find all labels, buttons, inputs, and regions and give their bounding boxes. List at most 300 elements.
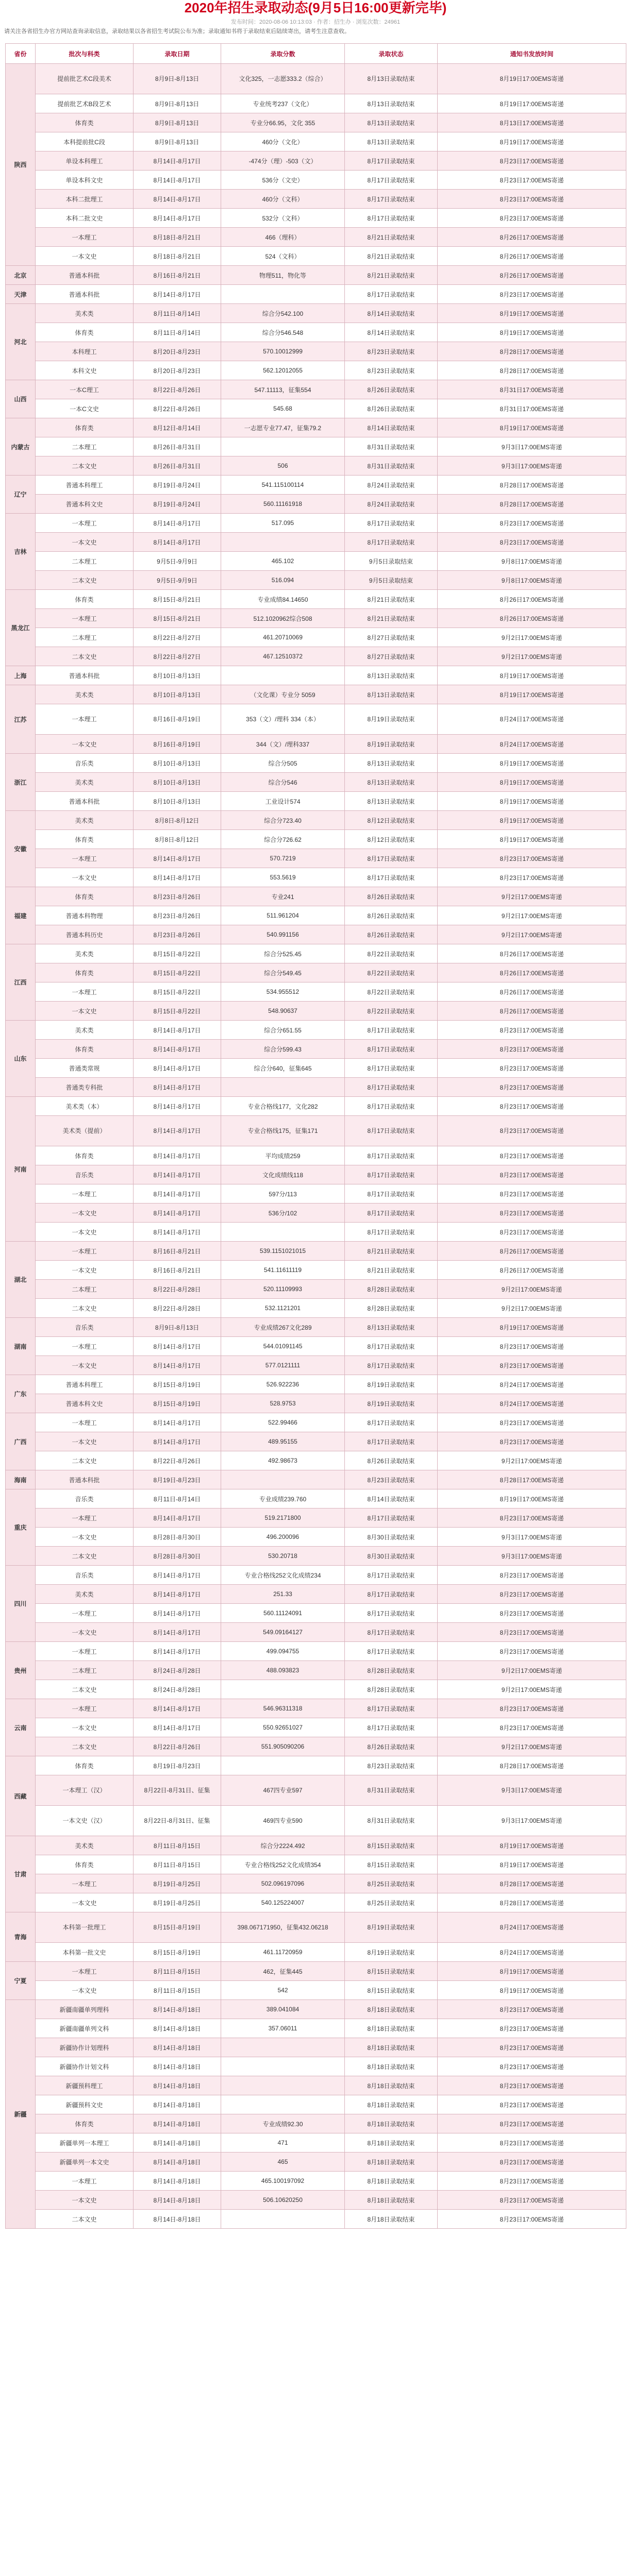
cell-score: 综合分726.62 <box>221 830 345 849</box>
table-row <box>6 1806 626 1836</box>
cell-status: 8月17日录取结束 <box>345 190 438 209</box>
cell-mail: 8月19日17:00EMS寄递 <box>438 418 626 437</box>
cell-status: 8月14日录取结束 <box>345 323 438 342</box>
cell-date: 8月22日-8月27日 <box>134 647 221 666</box>
cell-batch: 普通本科理工 <box>36 1375 134 1394</box>
table-row <box>6 1566 626 1585</box>
cell-mail: 8月19日17:00EMS寄递 <box>438 1489 626 1509</box>
table-row <box>6 1337 626 1356</box>
table-row <box>6 925 626 944</box>
cell-mail: 8月23日17:00EMS寄递 <box>438 1116 626 1146</box>
cell-batch: 二本理工 <box>36 437 134 456</box>
cell-province: 吉林 <box>6 514 36 590</box>
cell-batch: 美术类 <box>36 685 134 704</box>
cell-mail: 8月28日17:00EMS寄递 <box>438 361 626 380</box>
cell-province: 天津 <box>6 285 36 304</box>
cell-date: 8月11日-8月15日 <box>134 1962 221 1981</box>
cell-date: 8月14日-8月17日 <box>134 1059 221 1078</box>
cell-batch: 体育类 <box>36 1756 134 1775</box>
table-row <box>6 514 626 533</box>
cell-province: 湖南 <box>6 1318 36 1375</box>
cell-score: 344（文）/理科337 <box>221 735 345 754</box>
cell-status: 8月17日录取结束 <box>345 1699 438 1718</box>
cell-batch: 一本理工 <box>36 1874 134 1893</box>
cell-status: 8月17日录取结束 <box>345 1097 438 1116</box>
cell-score: -474分（理）-503（文） <box>221 151 345 171</box>
cell-score: 综合分599.43 <box>221 1040 345 1059</box>
cell-mail: 8月26日17:00EMS寄递 <box>438 247 626 266</box>
cell-status: 8月21日录取结束 <box>345 1242 438 1261</box>
cell-date: 8月14日-8月18日 <box>134 2000 221 2019</box>
cell-mail: 8月23日17:00EMS寄递 <box>438 1356 626 1375</box>
table-row <box>6 868 626 887</box>
cell-batch: 一本文史 <box>36 247 134 266</box>
cell-score: 专业统考237（文化） <box>221 94 345 113</box>
table-row <box>6 830 626 849</box>
cell-batch: 一本理工 <box>36 1642 134 1661</box>
cell-mail: 8月23日17:00EMS寄递 <box>438 1204 626 1223</box>
cell-date: 8月22日-8月31日、征集 <box>134 1775 221 1806</box>
table-row <box>6 1680 626 1699</box>
cell-mail: 8月23日17:00EMS寄递 <box>438 1604 626 1623</box>
cell-date: 8月11日-8月15日 <box>134 1981 221 2000</box>
cell-province: 江西 <box>6 944 36 1021</box>
table-row <box>6 609 626 628</box>
cell-date: 8月20日-8月23日 <box>134 361 221 380</box>
cell-province: 上海 <box>6 666 36 685</box>
cell-score: 597分/113 <box>221 1184 345 1204</box>
cell-status: 8月13日录取结束 <box>345 754 438 773</box>
cell-status: 8月18日录取结束 <box>345 2057 438 2076</box>
cell-date: 8月14日-8月17日 <box>134 868 221 887</box>
cell-date: 8月11日-8月14日 <box>134 1489 221 1509</box>
cell-mail: 8月23日17:00EMS寄递 <box>438 1184 626 1204</box>
cell-score: 511.961204 <box>221 906 345 925</box>
table-row <box>6 151 626 171</box>
cell-mail: 9月2日17:00EMS寄递 <box>438 906 626 925</box>
table-row <box>6 1204 626 1223</box>
cell-date: 8月16日-8月21日 <box>134 266 221 285</box>
table-row <box>6 1943 626 1962</box>
cell-batch: 二本文史 <box>36 571 134 590</box>
cell-province: 甘肃 <box>6 1836 36 1912</box>
cell-mail: 9月3日17:00EMS寄递 <box>438 1806 626 1836</box>
cell-score: 专业成绩267文化289 <box>221 1318 345 1337</box>
cell-status: 8月15日录取结束 <box>345 1981 438 2000</box>
cell-date: 8月14日-8月17日 <box>134 190 221 209</box>
cell-score: 536分（文史） <box>221 171 345 190</box>
cell-mail: 9月2日17:00EMS寄递 <box>438 925 626 944</box>
cell-date: 8月8日-8月12日 <box>134 811 221 830</box>
table-row <box>6 1836 626 1855</box>
cell-mail: 8月26日17:00EMS寄递 <box>438 982 626 1002</box>
cell-mail: 8月23日17:00EMS寄递 <box>438 868 626 887</box>
cell-status: 8月19日录取结束 <box>345 1375 438 1394</box>
cell-date: 8月14日-8月17日 <box>134 1585 221 1604</box>
table-row <box>6 1451 626 1470</box>
cell-date: 8月14日-8月17日 <box>134 1337 221 1356</box>
cell-status: 8月26日录取结束 <box>345 906 438 925</box>
cell-mail: 8月23日17:00EMS寄递 <box>438 2153 626 2172</box>
table-row <box>6 304 626 323</box>
cell-score: 545.68 <box>221 399 345 418</box>
cell-mail: 8月19日17:00EMS寄递 <box>438 132 626 151</box>
cell-status: 8月17日录取结束 <box>345 1413 438 1432</box>
cell-batch: 一本理工 <box>36 1699 134 1718</box>
cell-status: 8月17日录取结束 <box>345 1642 438 1661</box>
cell-status: 8月21日录取结束 <box>345 609 438 628</box>
cell-status: 8月23日录取结束 <box>345 361 438 380</box>
cell-score: 460分（文化） <box>221 132 345 151</box>
cell-province: 河北 <box>6 304 36 380</box>
cell-status: 8月21日录取结束 <box>345 228 438 247</box>
cell-mail: 8月19日17:00EMS寄递 <box>438 1855 626 1874</box>
table-row <box>6 685 626 704</box>
cell-batch: 本科文史 <box>36 361 134 380</box>
table-row <box>6 1509 626 1528</box>
cell-score: 466（理科） <box>221 228 345 247</box>
cell-mail: 9月2日17:00EMS寄递 <box>438 1280 626 1299</box>
cell-mail: 8月31日17:00EMS寄递 <box>438 380 626 399</box>
cell-score: 综合分546 <box>221 773 345 792</box>
cell-score <box>221 1680 345 1699</box>
cell-batch: 美术类 <box>36 773 134 792</box>
cell-mail: 8月28日17:00EMS寄递 <box>438 342 626 361</box>
cell-province: 河南 <box>6 1097 36 1242</box>
cell-batch: 一本文史 <box>36 1002 134 1021</box>
cell-status: 8月18日录取结束 <box>345 2210 438 2229</box>
table-row <box>6 2057 626 2076</box>
cell-mail: 8月23日17:00EMS寄递 <box>438 2114 626 2133</box>
cell-date: 8月22日-8月26日 <box>134 399 221 418</box>
cell-batch: 一本文史 <box>36 1528 134 1547</box>
table-row <box>6 1604 626 1623</box>
cell-status: 8月28日录取结束 <box>345 1299 438 1318</box>
cell-status: 8月28日录取结束 <box>345 1680 438 1699</box>
cell-status: 8月26日录取结束 <box>345 399 438 418</box>
cell-score: 工业设计574 <box>221 792 345 811</box>
cell-date: 8月19日-8月25日 <box>134 1874 221 1893</box>
cell-score <box>221 2076 345 2095</box>
cell-batch: 普通本科理工 <box>36 476 134 495</box>
cell-date: 9月5日-9月9日 <box>134 571 221 590</box>
cell-mail: 8月23日17:00EMS寄递 <box>438 1223 626 1242</box>
table-row <box>6 533 626 552</box>
cell-mail: 8月23日17:00EMS寄递 <box>438 2095 626 2114</box>
table-row <box>6 1855 626 1874</box>
cell-mail: 8月19日17:00EMS寄递 <box>438 685 626 704</box>
cell-mail: 9月2日17:00EMS寄递 <box>438 887 626 906</box>
cell-batch: 体育类 <box>36 323 134 342</box>
cell-mail: 9月2日17:00EMS寄递 <box>438 628 626 647</box>
cell-batch: 体育类 <box>36 887 134 906</box>
cell-date: 8月14日-8月17日 <box>134 533 221 552</box>
cell-status: 8月17日录取结束 <box>345 209 438 228</box>
cell-date: 8月14日-8月18日 <box>134 2114 221 2133</box>
cell-score: 465.102 <box>221 552 345 571</box>
cell-score: 专业合格线252文化成绩234 <box>221 1566 345 1585</box>
cell-status: 8月12日录取结束 <box>345 830 438 849</box>
table-row <box>6 735 626 754</box>
cell-date: 8月19日-8月25日 <box>134 1893 221 1912</box>
cell-date: 8月15日-8月21日 <box>134 609 221 628</box>
cell-mail: 9月2日17:00EMS寄递 <box>438 1451 626 1470</box>
cell-batch: 二本文史 <box>36 1737 134 1756</box>
table-row <box>6 64 626 94</box>
cell-batch: 新疆南疆单列理科 <box>36 2000 134 2019</box>
table-row <box>6 1470 626 1489</box>
cell-status: 8月14日录取结束 <box>345 1489 438 1509</box>
cell-score: 570.7219 <box>221 849 345 868</box>
cell-date: 8月23日-8月26日 <box>134 906 221 925</box>
cell-batch: 提前批艺术B段艺术 <box>36 94 134 113</box>
cell-batch: 美术类 <box>36 1836 134 1855</box>
cell-mail: 8月19日17:00EMS寄递 <box>438 830 626 849</box>
cell-score: 560.11161918 <box>221 495 345 514</box>
cell-score: 物理511，物化等 <box>221 266 345 285</box>
cell-mail: 8月23日17:00EMS寄递 <box>438 1146 626 1165</box>
cell-province: 西藏 <box>6 1756 36 1836</box>
cell-status: 8月14日录取结束 <box>345 304 438 323</box>
cell-status: 8月17日录取结束 <box>345 868 438 887</box>
cell-status: 8月19日录取结束 <box>345 1943 438 1962</box>
cell-score <box>221 1756 345 1775</box>
page-title: 2020年招生录取动态(9月5日16:00更新完毕) <box>184 0 447 15</box>
cell-status: 8月17日录取结束 <box>345 1146 438 1165</box>
cell-mail: 8月23日17:00EMS寄递 <box>438 2172 626 2191</box>
cell-date: 8月14日-8月18日 <box>134 2191 221 2210</box>
cell-batch: 音乐类 <box>36 1165 134 1184</box>
cell-score: 520.11109993 <box>221 1280 345 1299</box>
cell-score: 461.20710069 <box>221 628 345 647</box>
cell-mail: 8月23日17:00EMS寄递 <box>438 1078 626 1097</box>
cell-status: 8月17日录取结束 <box>345 1021 438 1040</box>
cell-status: 8月13日录取结束 <box>345 666 438 685</box>
cell-mail: 8月24日17:00EMS寄递 <box>438 735 626 754</box>
cell-province: 新疆 <box>6 2000 36 2229</box>
cell-status: 8月17日录取结束 <box>345 1718 438 1737</box>
cell-score: 专业241 <box>221 887 345 906</box>
cell-mail: 8月23日17:00EMS寄递 <box>438 533 626 552</box>
cell-date: 8月19日-8月24日 <box>134 476 221 495</box>
cell-batch: 本科二批文史 <box>36 209 134 228</box>
cell-status: 8月13日录取结束 <box>345 113 438 132</box>
table-row <box>6 2114 626 2133</box>
cell-date: 8月15日-8月22日 <box>134 963 221 982</box>
cell-status: 8月26日录取结束 <box>345 1737 438 1756</box>
table-row <box>6 209 626 228</box>
cell-date: 8月14日-8月17日 <box>134 1223 221 1242</box>
cell-status: 8月19日录取结束 <box>345 1912 438 1943</box>
table-row <box>6 380 626 399</box>
cell-status: 8月30日录取结束 <box>345 1547 438 1566</box>
cell-date: 8月14日-8月17日 <box>134 1204 221 1223</box>
header-status: 录取状态 <box>345 44 438 64</box>
cell-batch: 新疆南疆单列文科 <box>36 2019 134 2038</box>
table-row <box>6 982 626 1002</box>
cell-mail: 8月19日17:00EMS寄递 <box>438 773 626 792</box>
cell-date: 8月26日-8月31日 <box>134 456 221 476</box>
cell-date: 8月22日-8月31日、征集 <box>134 1806 221 1836</box>
cell-batch: 美术类 <box>36 944 134 963</box>
cell-batch: 一本文史 <box>36 2191 134 2210</box>
cell-date: 8月28日-8月30日 <box>134 1547 221 1566</box>
cell-date: 8月14日-8月18日 <box>134 2210 221 2229</box>
cell-batch: 一本理工 <box>36 228 134 247</box>
cell-batch: 美术类 <box>36 1585 134 1604</box>
table-row <box>6 628 626 647</box>
cell-status: 8月26日录取结束 <box>345 380 438 399</box>
cell-status: 8月24日录取结束 <box>345 495 438 514</box>
cell-mail: 9月2日17:00EMS寄递 <box>438 1299 626 1318</box>
cell-score: 562.12012055 <box>221 361 345 380</box>
cell-score: 553.5619 <box>221 868 345 887</box>
table-row <box>6 1242 626 1261</box>
cell-mail: 8月23日17:00EMS寄递 <box>438 1642 626 1661</box>
table-row <box>6 2000 626 2019</box>
cell-status: 8月18日录取结束 <box>345 2076 438 2095</box>
table-row <box>6 1661 626 1680</box>
cell-status: 9月5日录取结束 <box>345 571 438 590</box>
cell-score: 548.90637 <box>221 1002 345 1021</box>
cell-score: 528.9753 <box>221 1394 345 1413</box>
cell-batch: 一本文史 <box>36 1893 134 1912</box>
cell-score: 549.09164127 <box>221 1623 345 1642</box>
table-row <box>6 2210 626 2229</box>
cell-status: 8月17日录取结束 <box>345 1356 438 1375</box>
cell-score: 专业成绩239.760 <box>221 1489 345 1509</box>
cell-mail: 8月19日17:00EMS寄递 <box>438 1836 626 1855</box>
cell-date: 8月19日-8月24日 <box>134 495 221 514</box>
cell-date: 8月14日-8月17日 <box>134 1146 221 1165</box>
cell-status: 8月21日录取结束 <box>345 590 438 609</box>
cell-date: 8月11日-8月14日 <box>134 323 221 342</box>
table-row <box>6 1040 626 1059</box>
cell-mail: 8月28日17:00EMS寄递 <box>438 1756 626 1775</box>
cell-date: 8月9日-8月13日 <box>134 1318 221 1337</box>
cell-date: 8月10日-8月13日 <box>134 773 221 792</box>
table-row <box>6 171 626 190</box>
table-row <box>6 1547 626 1566</box>
table-row <box>6 1261 626 1280</box>
table-row <box>6 190 626 209</box>
table-row <box>6 963 626 982</box>
cell-mail: 8月19日17:00EMS寄递 <box>438 304 626 323</box>
cell-date: 8月16日-8月21日 <box>134 1261 221 1280</box>
cell-status: 8月19日录取结束 <box>345 704 438 735</box>
table-row <box>6 399 626 418</box>
cell-score: 536分/102 <box>221 1204 345 1223</box>
cell-score: 517.095 <box>221 514 345 533</box>
cell-status: 8月13日录取结束 <box>345 64 438 94</box>
cell-score <box>221 1223 345 1242</box>
cell-score <box>221 437 345 456</box>
cell-score: 516.094 <box>221 571 345 590</box>
cell-mail: 8月23日17:00EMS寄递 <box>438 2076 626 2095</box>
cell-province: 江苏 <box>6 685 36 754</box>
cell-mail: 8月23日17:00EMS寄递 <box>438 1413 626 1432</box>
cell-status: 8月31日录取结束 <box>345 1775 438 1806</box>
cell-score: 471 <box>221 2133 345 2153</box>
cell-date: 8月22日-8月28日 <box>134 1280 221 1299</box>
cell-score: 文化成绩线118 <box>221 1165 345 1184</box>
cell-mail: 8月26日17:00EMS寄递 <box>438 1261 626 1280</box>
cell-status: 8月31日录取结束 <box>345 1806 438 1836</box>
cell-score <box>221 1078 345 1097</box>
cell-province: 陕西 <box>6 64 36 266</box>
cell-batch: 二本理工 <box>36 1661 134 1680</box>
cell-date: 8月18日-8月21日 <box>134 247 221 266</box>
intro-text: 请关注各省招生办官方网站查询录取信息，录取结果以各省招生考试院公布为准；录取通知书将于录取结束后陆续寄出，请考生注意查收。 <box>4 28 350 35</box>
cell-score: 467.12510372 <box>221 647 345 666</box>
table-row <box>6 849 626 868</box>
cell-score: 专业合格线252文化成绩354 <box>221 1855 345 1874</box>
table-row <box>6 1699 626 1718</box>
cell-date: 8月9日-8月13日 <box>134 113 221 132</box>
table-row <box>6 2191 626 2210</box>
table-row <box>6 361 626 380</box>
cell-status: 8月17日录取结束 <box>345 1116 438 1146</box>
cell-batch: 一本文史 <box>36 735 134 754</box>
cell-mail: 8月19日17:00EMS寄递 <box>438 1318 626 1337</box>
table-row <box>6 811 626 830</box>
cell-status: 8月31日录取结束 <box>345 456 438 476</box>
cell-score: 一志愿专业77.47，征集79.2 <box>221 418 345 437</box>
cell-batch: 一本文史（汉） <box>36 1806 134 1836</box>
cell-mail: 8月23日17:00EMS寄递 <box>438 1585 626 1604</box>
table-row <box>6 590 626 609</box>
header-mail: 通知书发放时间 <box>438 44 626 64</box>
table-row <box>6 1912 626 1943</box>
table-row <box>6 2019 626 2038</box>
cell-status: 8月21日录取结束 <box>345 1261 438 1280</box>
cell-batch: 一本理工 <box>36 704 134 735</box>
cell-batch: 一本文史 <box>36 1356 134 1375</box>
cell-score: 496.200096 <box>221 1528 345 1547</box>
cell-mail: 8月23日17:00EMS寄递 <box>438 1337 626 1356</box>
cell-score: 551.905090206 <box>221 1737 345 1756</box>
cell-score: 专业成绩92.30 <box>221 2114 345 2133</box>
cell-batch: 一本C理工 <box>36 380 134 399</box>
cell-score: 522.99466 <box>221 1413 345 1432</box>
cell-status: 8月18日录取结束 <box>345 2000 438 2019</box>
cell-batch: 一本理工 <box>36 1509 134 1528</box>
cell-status: 8月22日录取结束 <box>345 944 438 963</box>
cell-score: 570.10012999 <box>221 342 345 361</box>
table-row <box>6 2133 626 2153</box>
cell-status: 8月17日录取结束 <box>345 285 438 304</box>
cell-status: 8月18日录取结束 <box>345 2133 438 2153</box>
cell-score: 专业合格线175，征集171 <box>221 1116 345 1146</box>
cell-date: 8月14日-8月17日 <box>134 1078 221 1097</box>
cell-batch: 美术类（提前） <box>36 1116 134 1146</box>
cell-score <box>221 666 345 685</box>
cell-status: 8月23日录取结束 <box>345 1756 438 1775</box>
cell-score: 综合分2224.492 <box>221 1836 345 1855</box>
cell-status: 8月26日录取结束 <box>345 1451 438 1470</box>
cell-score: 502.096197096 <box>221 1874 345 1893</box>
table-row <box>6 906 626 925</box>
cell-mail: 8月23日17:00EMS寄递 <box>438 1040 626 1059</box>
cell-score: 综合分546.548 <box>221 323 345 342</box>
cell-batch: 一本理工 <box>36 609 134 628</box>
cell-status: 8月23日录取结束 <box>345 1470 438 1489</box>
cell-mail: 8月19日17:00EMS寄递 <box>438 1981 626 2000</box>
cell-batch: 普通本科文史 <box>36 1394 134 1413</box>
cell-date: 8月14日-8月17日 <box>134 1642 221 1661</box>
cell-province: 宁夏 <box>6 1962 36 2000</box>
cell-date: 8月15日-8月22日 <box>134 944 221 963</box>
